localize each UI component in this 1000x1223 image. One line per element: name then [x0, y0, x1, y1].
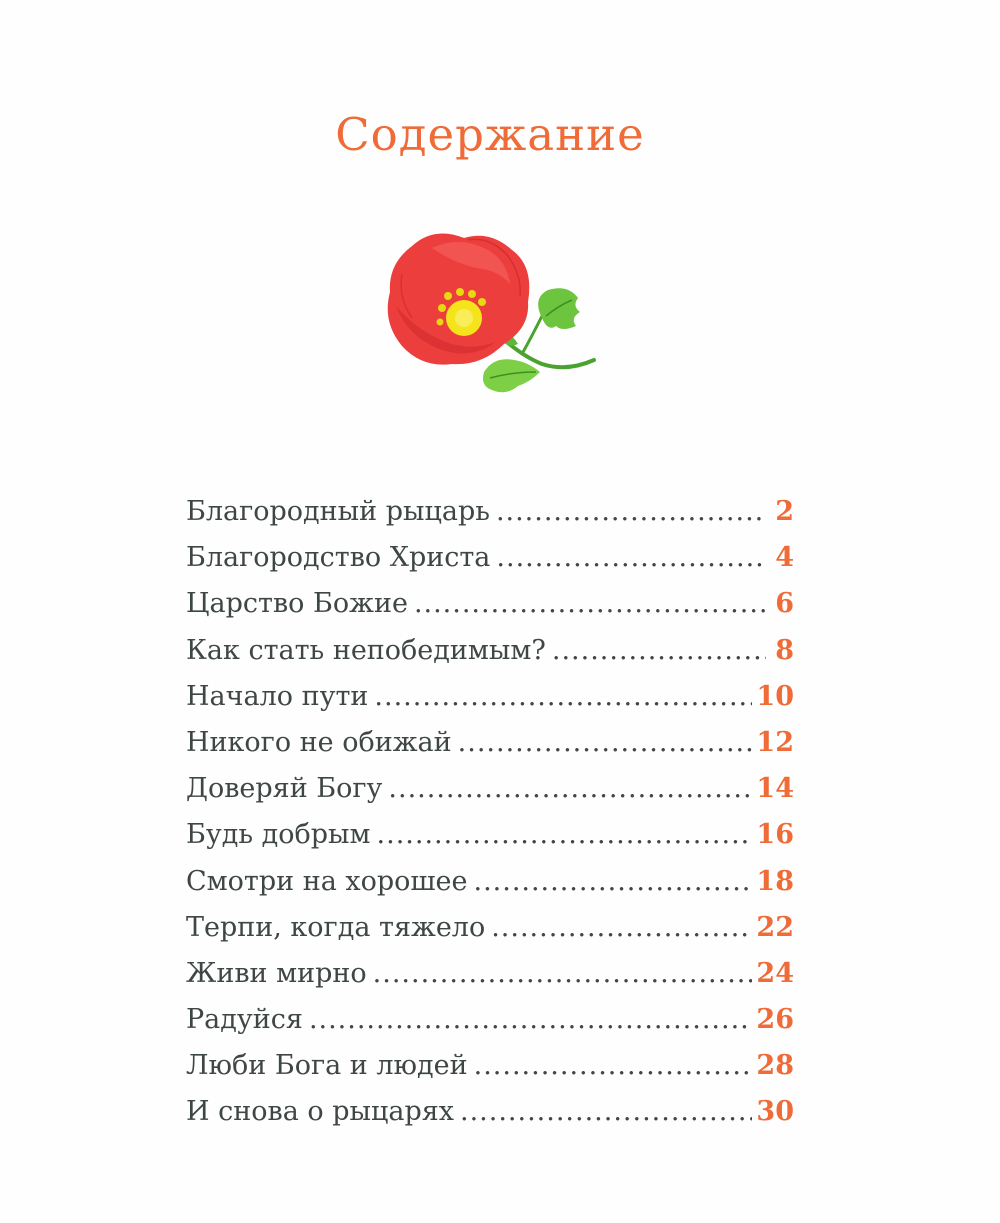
- page-title: Содержание: [335, 108, 645, 161]
- toc-entry-page: 22: [756, 911, 794, 943]
- toc-entry-title: Благородство Христа: [186, 542, 491, 574]
- flower-illustration: [372, 226, 612, 416]
- dot-leader: [491, 912, 752, 943]
- dot-leader: [458, 727, 753, 758]
- dot-leader: [552, 635, 766, 666]
- toc-entry-title: Как стать непобедимым?: [186, 634, 546, 666]
- dot-leader: [414, 588, 766, 619]
- dot-leader: [460, 1096, 752, 1127]
- toc-entry[interactable]: [186, 635, 794, 681]
- dot-leader: [496, 542, 766, 573]
- toc-entry[interactable]: [186, 958, 794, 1004]
- toc-entry-title: Живи мирно: [186, 957, 367, 989]
- toc-entry-page: 10: [756, 680, 794, 712]
- toc-entry-page: 14: [756, 773, 794, 805]
- toc-entry[interactable]: [186, 496, 794, 542]
- poppy-flower-icon: [372, 226, 612, 416]
- toc-entry-title: И снова о рыцарях: [186, 1096, 454, 1128]
- toc-entry-title: Терпи, когда тяжело: [186, 911, 486, 943]
- dot-leader: [377, 819, 753, 850]
- dot-leader: [309, 1004, 752, 1035]
- toc-entry-title: Люби Бога и людей: [186, 1050, 468, 1082]
- dot-leader: [374, 681, 752, 712]
- toc-entry-page: 30: [756, 1096, 794, 1128]
- dot-leader: [373, 958, 753, 989]
- toc-entry-title: Смотри на хорошее: [186, 865, 468, 897]
- toc-entry[interactable]: [186, 727, 794, 773]
- toc-entry-page: 24: [756, 957, 794, 989]
- toc-entry[interactable]: [186, 681, 794, 727]
- toc-entry[interactable]: [186, 1096, 794, 1142]
- toc-entry-title: Начало пути: [186, 680, 369, 712]
- toc-entry[interactable]: [186, 1004, 794, 1050]
- toc-entry-title: Никого не обижай: [186, 726, 452, 758]
- dot-leader: [473, 866, 752, 897]
- toc-entry[interactable]: [186, 866, 794, 912]
- toc-entry-title: Будь добрым: [186, 819, 371, 851]
- toc-entry-page: 8: [775, 634, 794, 666]
- toc-entry[interactable]: [186, 588, 794, 634]
- toc-entry-title: Царство Божие: [186, 588, 408, 620]
- toc-entry-title: Благородный рыцарь: [186, 496, 490, 527]
- toc-entry-page: 26: [756, 1004, 794, 1036]
- dot-leader: [496, 496, 766, 527]
- dot-leader: [388, 773, 752, 804]
- toc-entry[interactable]: [186, 819, 794, 865]
- toc-entry[interactable]: [186, 1050, 794, 1096]
- toc-entry-page: 12: [756, 726, 794, 758]
- toc-entry-page: 2: [775, 496, 794, 527]
- toc-entry[interactable]: [186, 773, 794, 819]
- toc-entry-page: 18: [756, 865, 794, 897]
- dot-leader: [474, 1050, 753, 1081]
- table-of-contents: [186, 496, 794, 1143]
- toc-entry-page: 4: [775, 542, 794, 574]
- toc-entry-page: 28: [756, 1050, 794, 1082]
- toc-entry-page: 16: [756, 819, 794, 851]
- toc-entry-title: Доверяй Богу: [186, 773, 383, 805]
- toc-entry[interactable]: [186, 542, 794, 588]
- toc-entry-title: Радуйся: [186, 1004, 303, 1036]
- toc-entry-page: 6: [775, 588, 794, 620]
- toc-entry[interactable]: [186, 912, 794, 958]
